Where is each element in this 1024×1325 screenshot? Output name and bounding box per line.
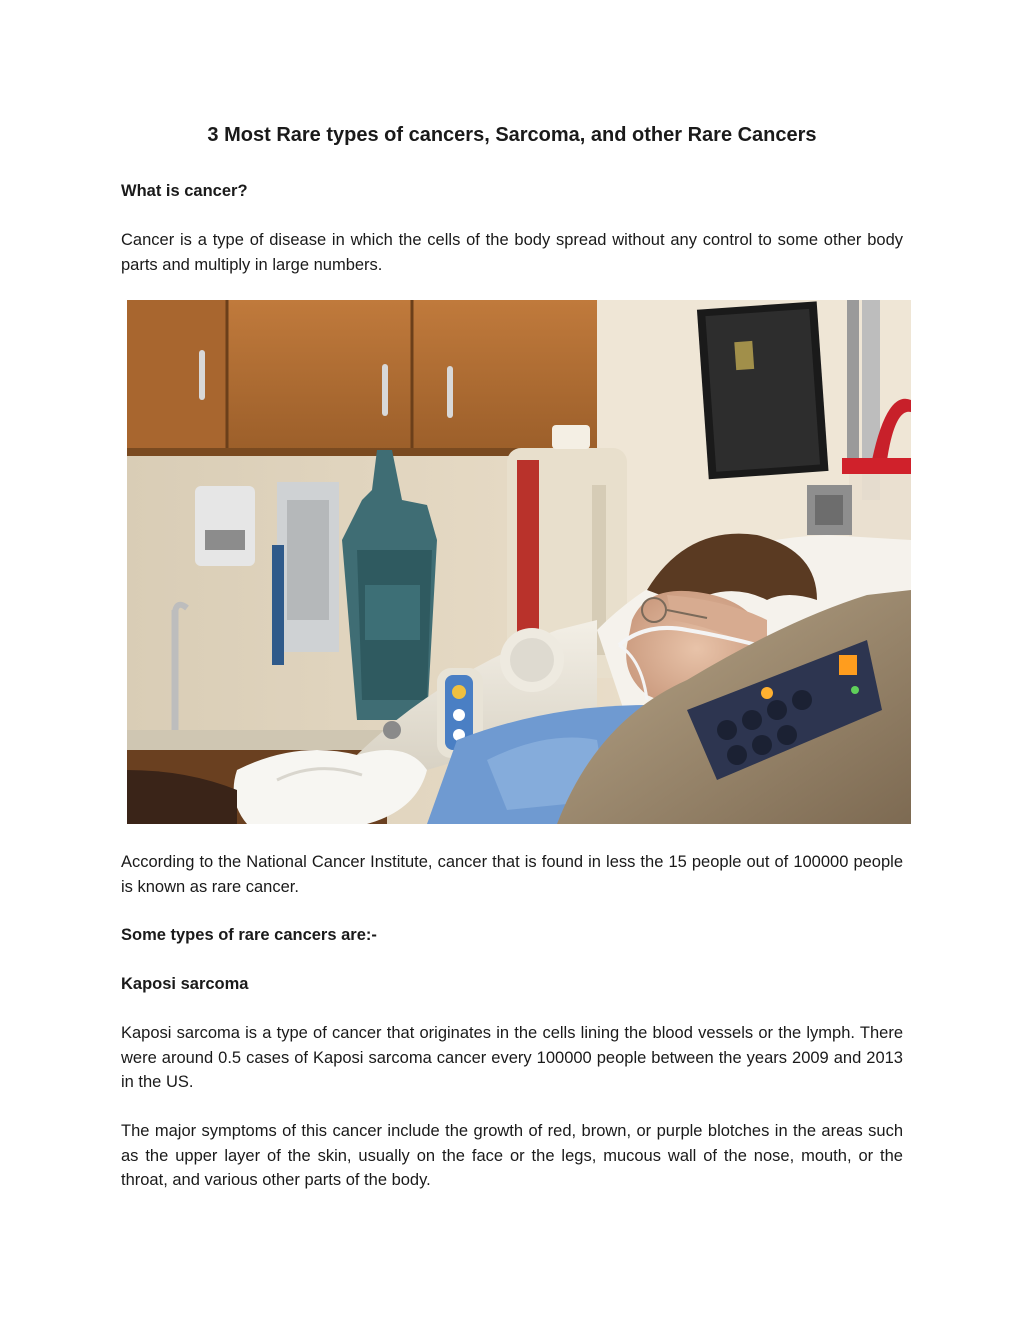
page-title: 3 Most Rare types of cancers, Sarcoma, and other Rare Cancers bbox=[207, 124, 817, 146]
heading-what-is-cancer: What is cancer? bbox=[121, 182, 248, 200]
paragraph-kaposi-overview: Kaposi sarcoma is a type of cancer that originates in the cells lining the blood vessels or the lymph. There were around 0.5 cases of Kaposi sarcoma cancer every 100000 people between the years 2009 and 2013 in the US. bbox=[121, 1024, 903, 1091]
hospital-patient-photo bbox=[127, 300, 911, 824]
heading-rare-cancer-types: Some types of rare cancers are:- bbox=[121, 926, 377, 944]
paragraph-rare-cancer-definition: According to the National Cancer Institute, cancer that is found in less the 15 people out of 100000 people is known as rare cancer. bbox=[121, 853, 903, 896]
paragraph-cancer-definition: Cancer is a type of disease in which the cells of the body spread without any control to some other body parts and multiply in large numbers. bbox=[121, 231, 903, 274]
paragraph-kaposi-symptoms: The major symptoms of this cancer include the growth of red, brown, or purple blotches in the areas such as the upper layer of the skin, usually on the face or the legs, mucous wall of the nose, mouth, or the throat, and various other parts of the body. bbox=[121, 1122, 903, 1189]
heading-kaposi-sarcoma: Kaposi sarcoma bbox=[121, 975, 249, 993]
